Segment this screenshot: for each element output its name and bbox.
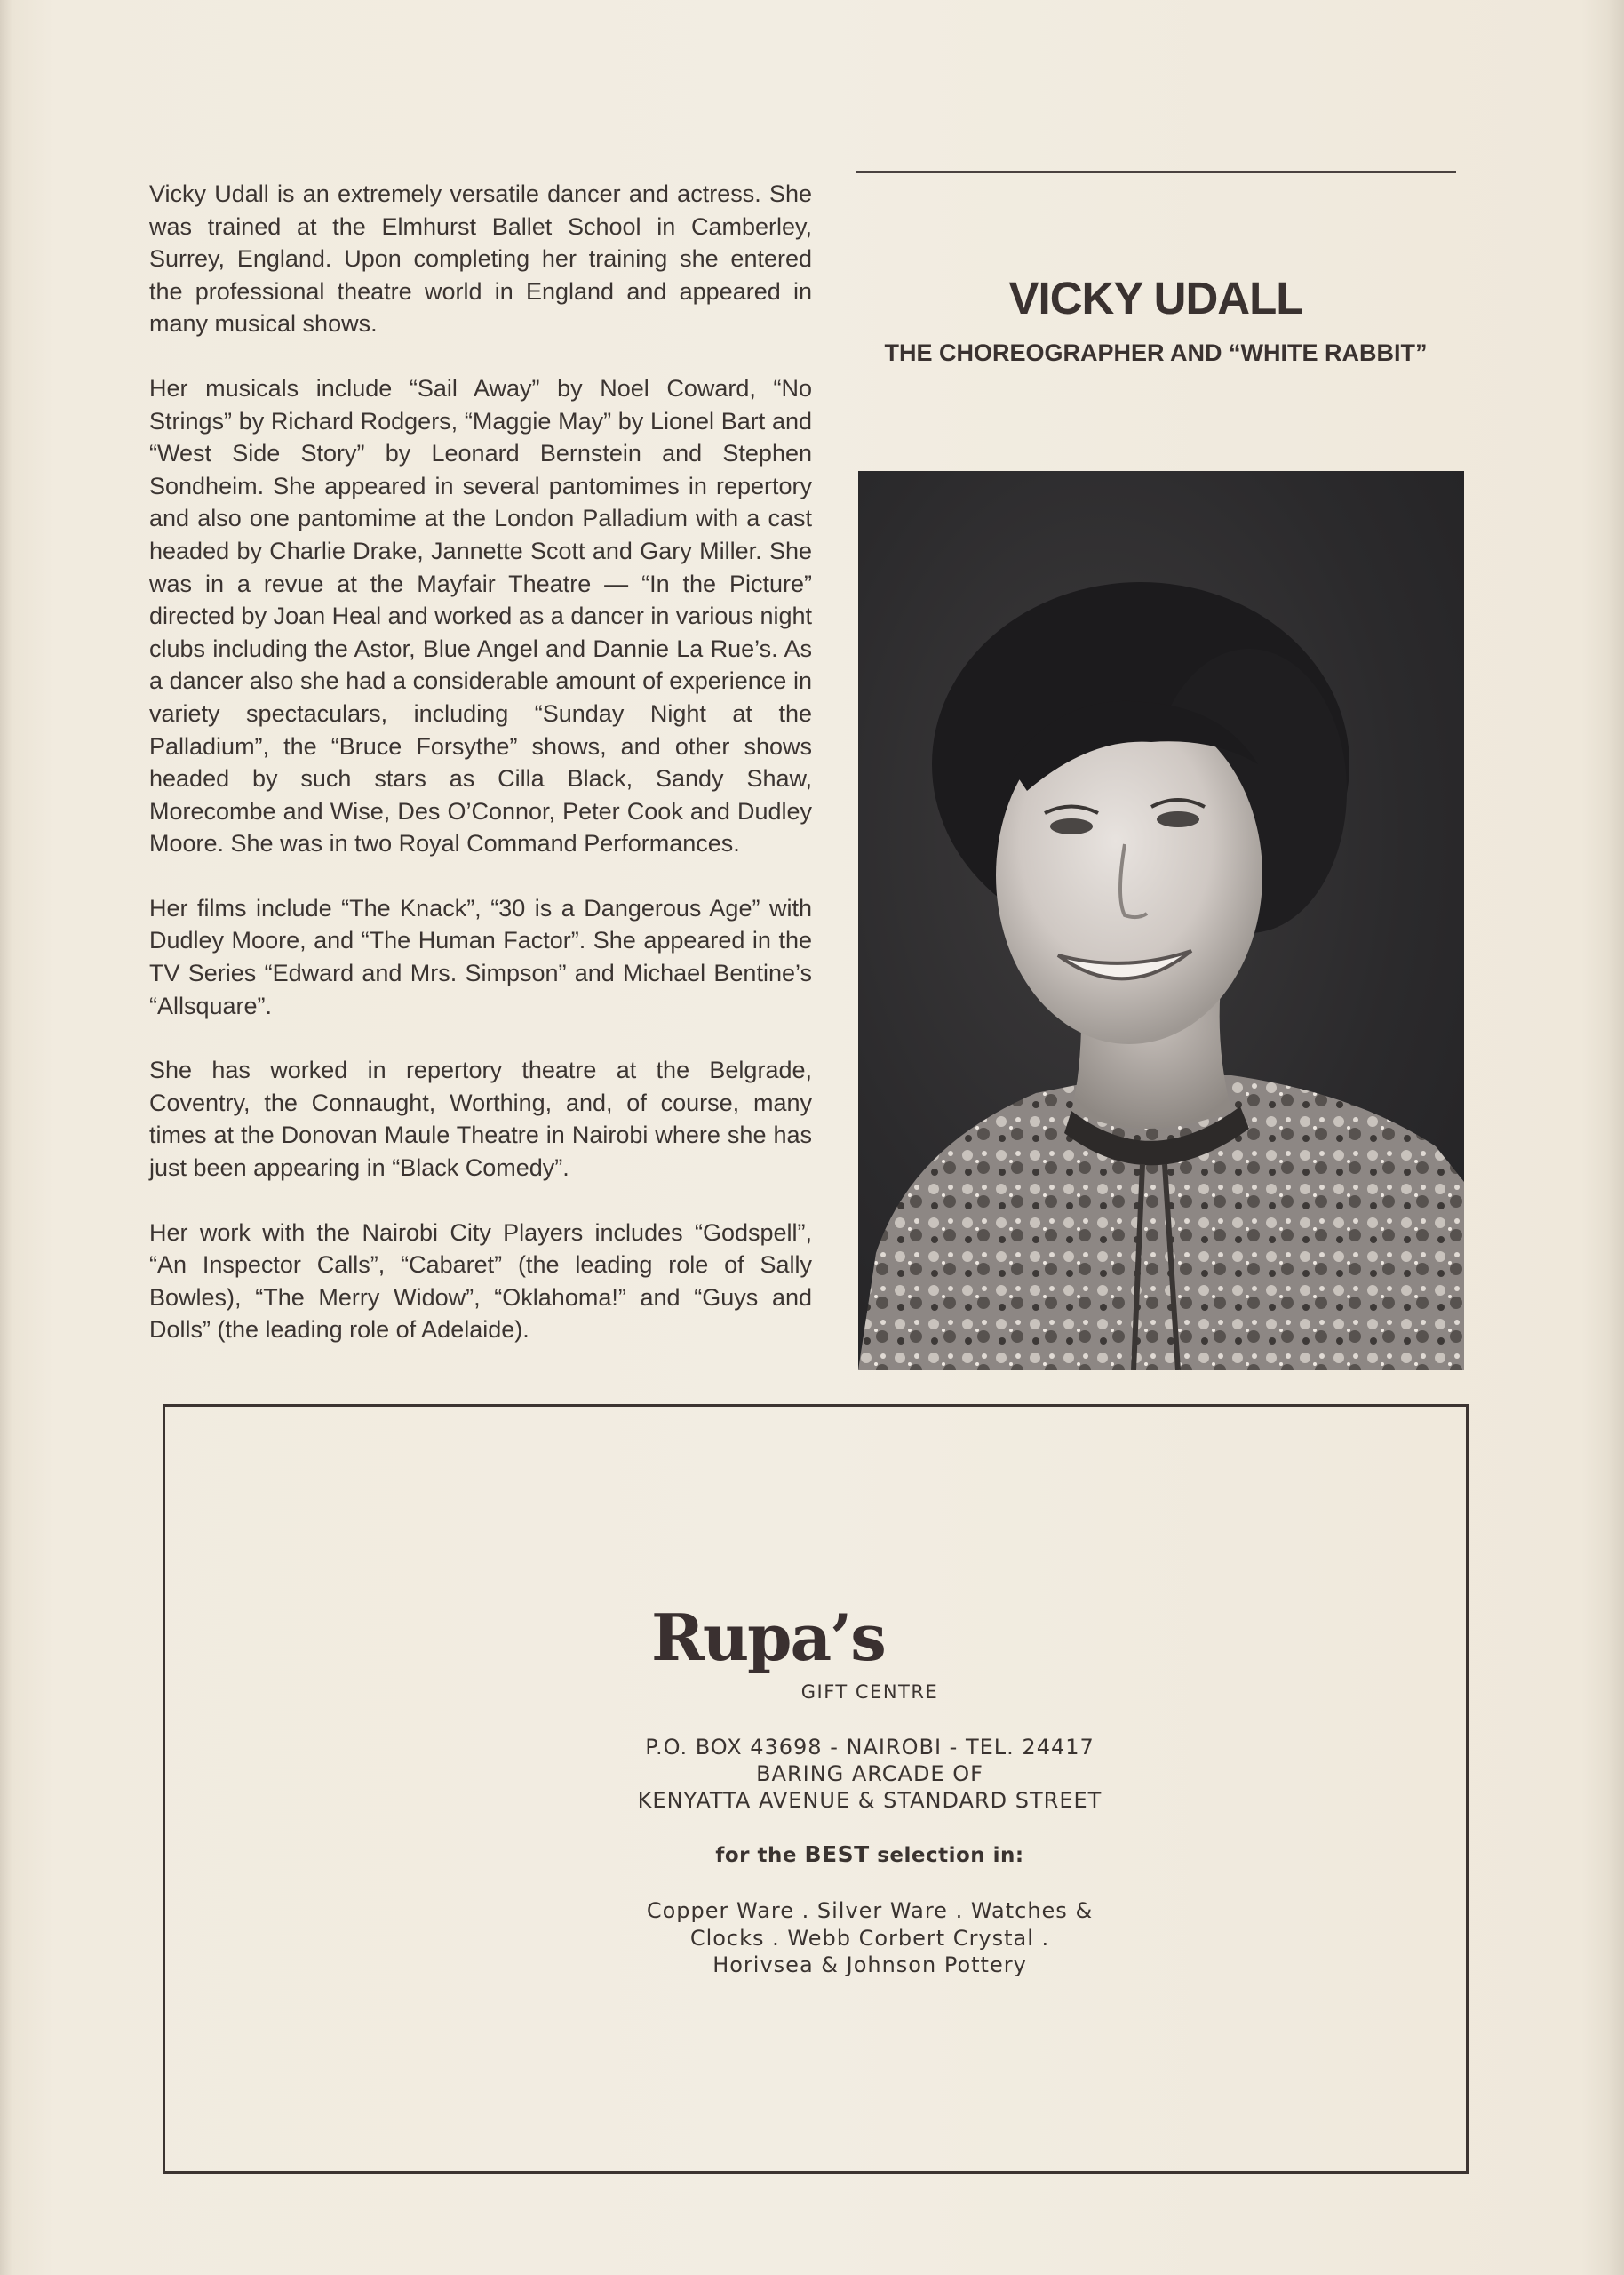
advert-subtitle: GIFT CENTRE: [800, 1681, 939, 1703]
advert-tagline-suffix: selection in:: [869, 1844, 1024, 1867]
advert-products-line-2: Clocks . Webb Corbert Crystal .: [689, 1926, 1050, 1951]
bio-paragraph-5: Her work with the Nairobi City Players includes “Godspell”, “An Inspector Calls”, “Cabaret” (the leading role of Sally Bowles), “The Merry Widow”, “Oklahoma!” and “Guys and Dolls” (the leading role of Adelaide).: [149, 1218, 812, 1344]
performer-role: THE CHOREOGRAPHER AND “WHITE RABBIT”: [884, 339, 1428, 366]
bio-paragraph-3: Her films include “The Knack”, “30 is a Dangerous Age” with Dudley Moore, and “The Human Factor”. She appeared in the TV Series “Edward and Mrs. Simpson” and Michael Bentine’s “Allsquare”.: [149, 894, 812, 1019]
portrait-illustration: [858, 471, 1464, 1370]
biography-text: [149, 178, 812, 1378]
advert-tagline-bold: BEST: [804, 1841, 870, 1867]
bio-paragraph-1: Vicky Udall is an extremely versatile dancer and actress. She was trained at the Elmhurst Ballet School in Camberley, Surrey, England. Upon completing her training she entered the professional theatre world in England and appeared in many musical shows.: [149, 180, 812, 338]
advert-address-line-3: KENYATTA AVENUE & STANDARD STREET: [637, 1788, 1103, 1813]
performer-name: VICKY UDALL: [1008, 273, 1303, 323]
advert-products-line-3: Horivsea & Johnson Pottery: [712, 1952, 1027, 1977]
bio-paragraph-2: Her musicals include “Sail Away” by Noel Coward, “No Strings” by Richard Rodgers, “Maggie May” by Lionel Bart and “West Side Story” by Leonard Bernstein and Stephen Sondheim. She appeared in several pantomimes in repertory and also one pantomime at the London Palladium with a cast headed by Charlie Drake, Jannette Scott and Gary Miller. She was in a revue at the Mayfair Theatre — “In the Picture” directed by Joan Heal and worked as a dancer in various night clubs including the Astor, Blue Angel and Dannie La Rue’s. As a dancer also she had a considerable amount of experience in variety spectaculars, including “Sunday Night at the Palladium”, the “Bruce Forsythe” shows, and other shows headed by such stars as Cilla Black, Sandy Shaw, Morecombe and Wise, Des O’Connor, Peter Cook and Dudley Moore. She was in two Royal Command Performances.: [149, 374, 812, 858]
portrait-photo: [858, 471, 1464, 1370]
header-rule: [856, 171, 1456, 173]
advert-products-line-1: Copper Ware . Silver Ware . Watches &: [646, 1898, 1094, 1923]
advert-tagline-prefix: for the: [715, 1844, 805, 1867]
rupas-logo: Rupa’s: [651, 1600, 885, 1675]
advert-address-line-1: P.O. BOX 43698 - NAIROBI - TEL. 24417: [645, 1735, 1095, 1760]
advert-address-line-2: BARING ARCADE OF: [756, 1761, 983, 1786]
advert-tagline: [426, 1841, 1314, 1867]
bio-paragraph-4: She has worked in repertory theatre at the Belgrade, Coventry, the Connaught, Worthing, and, of course, many times at the Donovan Maule Theatre in Nairobi where she has just been appearing in “Black Comedy”.: [149, 1057, 812, 1182]
